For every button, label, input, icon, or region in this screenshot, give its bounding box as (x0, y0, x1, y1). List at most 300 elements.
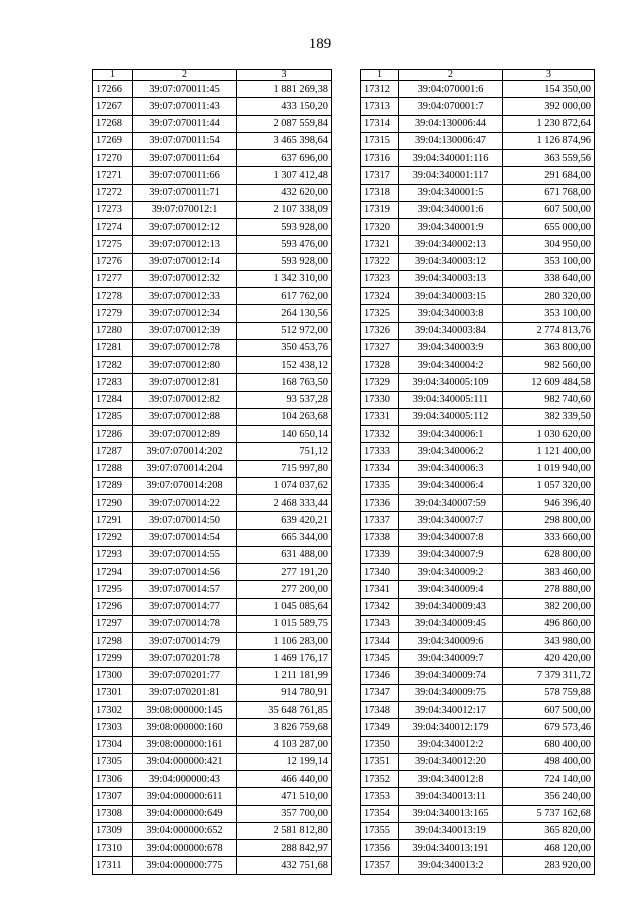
row-number-cell: 17281 (93, 339, 133, 356)
cadastral-number-cell: 39:08:000000:160 (133, 719, 237, 736)
cadastral-number-cell: 39:04:340013:19 (399, 822, 503, 839)
cadastral-number-cell: 39:04:340009:2 (399, 564, 503, 581)
row-number-cell: 17345 (361, 650, 399, 667)
value-cell: 382 339,50 (503, 408, 595, 425)
left-register-table (92, 69, 332, 875)
table-row (93, 357, 332, 374)
cadastral-number-cell: 39:07:070014:79 (133, 633, 237, 650)
row-number-cell: 17278 (93, 288, 133, 305)
table-row (361, 633, 595, 650)
table-row (361, 167, 595, 184)
table-row (93, 564, 332, 581)
cadastral-number-cell: 39:04:340006:4 (399, 477, 503, 494)
value-cell: 680 400,00 (503, 736, 595, 753)
cadastral-number-cell: 39:07:070014:22 (133, 495, 237, 512)
cadastral-number-cell: 39:07:070014:50 (133, 512, 237, 529)
value-cell: 631 488,00 (237, 546, 332, 563)
row-number-cell: 17306 (93, 771, 133, 788)
row-number-cell: 17347 (361, 684, 399, 701)
table-row (93, 857, 332, 874)
cadastral-number-cell: 39:04:340001:9 (399, 219, 503, 236)
row-number-cell: 17268 (93, 115, 133, 132)
value-cell: 278 880,00 (503, 581, 595, 598)
row-number-cell: 17296 (93, 598, 133, 615)
value-cell: 607 500,00 (503, 201, 595, 218)
row-number-cell: 17324 (361, 288, 399, 305)
value-cell: 353 100,00 (503, 253, 595, 270)
value-cell: 1 307 412,48 (237, 167, 332, 184)
row-number-cell: 17276 (93, 253, 133, 270)
table-row (361, 443, 595, 460)
table-row (93, 529, 332, 546)
cadastral-number-cell: 39:07:070014:208 (133, 477, 237, 494)
cadastral-number-cell: 39:04:340012:17 (399, 702, 503, 719)
value-cell: 2 774 813,76 (503, 322, 595, 339)
row-number-cell: 17274 (93, 219, 133, 236)
row-number-cell: 17322 (361, 253, 399, 270)
row-number-cell: 17272 (93, 184, 133, 201)
value-cell: 593 476,00 (237, 236, 332, 253)
cadastral-number-cell: 39:07:070012:14 (133, 253, 237, 270)
table-row (361, 339, 595, 356)
cadastral-number-cell: 39:04:340005:111 (399, 391, 503, 408)
table-row (361, 788, 595, 805)
value-cell: 264 130,56 (237, 305, 332, 322)
value-cell: 2 468 333,44 (237, 495, 332, 512)
row-number-cell: 17283 (93, 374, 133, 391)
value-cell: 5 737 162,68 (503, 805, 595, 822)
table-row (93, 288, 332, 305)
value-cell: 593 928,00 (237, 219, 332, 236)
row-number-cell: 17309 (93, 822, 133, 839)
cadastral-number-cell: 39:04:340012:2 (399, 736, 503, 753)
cadastral-number-cell: 39:07:070014:78 (133, 615, 237, 632)
value-cell: 291 684,00 (503, 167, 595, 184)
value-cell: 140 650,14 (237, 426, 332, 443)
table-row (361, 201, 595, 218)
table-row (361, 615, 595, 632)
row-number-cell: 17329 (361, 374, 399, 391)
column-header: 3 (237, 70, 332, 81)
cadastral-number-cell: 39:07:070011:71 (133, 184, 237, 201)
table-row (93, 443, 332, 460)
cadastral-number-cell: 39:07:070012:88 (133, 408, 237, 425)
table-row (361, 650, 595, 667)
table-row (93, 374, 332, 391)
row-number-cell: 17352 (361, 771, 399, 788)
table-row (93, 840, 332, 857)
value-cell: 671 768,00 (503, 184, 595, 201)
table-row (93, 805, 332, 822)
row-number-cell: 17348 (361, 702, 399, 719)
row-number-cell: 17342 (361, 598, 399, 615)
cadastral-number-cell: 39:07:070014:55 (133, 546, 237, 563)
table-row (361, 684, 595, 701)
table-row (361, 495, 595, 512)
row-number-cell: 17319 (361, 201, 399, 218)
cadastral-number-cell: 39:04:340003:12 (399, 253, 503, 270)
table-row (361, 822, 595, 839)
row-number-cell: 17280 (93, 322, 133, 339)
table-row (361, 702, 595, 719)
value-cell: 12 609 484,58 (503, 374, 595, 391)
table-row (361, 546, 595, 563)
value-cell: 1 030 620,00 (503, 426, 595, 443)
cadastral-number-cell: 39:04:000000:775 (133, 857, 237, 874)
row-number-cell: 17312 (361, 81, 399, 98)
cadastral-number-cell: 39:04:340009:7 (399, 650, 503, 667)
value-cell: 3 826 759,68 (237, 719, 332, 736)
table-row (93, 788, 332, 805)
value-cell: 12 199,14 (237, 753, 332, 770)
row-number-cell: 17293 (93, 546, 133, 563)
value-cell: 751,12 (237, 443, 332, 460)
value-cell: 338 640,00 (503, 270, 595, 287)
cadastral-number-cell: 39:07:070012:80 (133, 357, 237, 374)
table-row (93, 391, 332, 408)
value-cell: 392 000,00 (503, 98, 595, 115)
table-row (361, 236, 595, 253)
column-header: 1 (361, 70, 399, 81)
table-row (93, 98, 332, 115)
value-cell: 578 759,88 (503, 684, 595, 701)
value-cell: 298 800,00 (503, 512, 595, 529)
row-number-cell: 17310 (93, 840, 133, 857)
row-number-cell: 17332 (361, 426, 399, 443)
value-cell: 639 420,21 (237, 512, 332, 529)
value-cell: 1 230 872,64 (503, 115, 595, 132)
value-cell: 333 660,00 (503, 529, 595, 546)
value-cell: 1 881 269,38 (237, 81, 332, 98)
value-cell: 1 126 874,96 (503, 132, 595, 149)
row-number-cell: 17302 (93, 702, 133, 719)
row-number-cell: 17303 (93, 719, 133, 736)
value-cell: 2 107 338,09 (237, 201, 332, 218)
table-header-row (93, 70, 332, 81)
row-number-cell: 17357 (361, 857, 399, 874)
value-cell: 93 537,28 (237, 391, 332, 408)
value-cell: 1 469 176,17 (237, 650, 332, 667)
row-number-cell: 17270 (93, 150, 133, 167)
right-register-table (360, 69, 595, 875)
cadastral-number-cell: 39:04:000000:421 (133, 753, 237, 770)
cadastral-number-cell: 39:04:340004:2 (399, 357, 503, 374)
table-row (361, 460, 595, 477)
cadastral-number-cell: 39:04:000000:611 (133, 788, 237, 805)
value-cell: 154 350,00 (503, 81, 595, 98)
row-number-cell: 17317 (361, 167, 399, 184)
row-number-cell: 17271 (93, 167, 133, 184)
row-number-cell: 17290 (93, 495, 133, 512)
row-number-cell: 17346 (361, 667, 399, 684)
table-row (93, 426, 332, 443)
row-number-cell: 17297 (93, 615, 133, 632)
row-number-cell: 17318 (361, 184, 399, 201)
row-number-cell: 17337 (361, 512, 399, 529)
table-row (361, 408, 595, 425)
row-number-cell: 17320 (361, 219, 399, 236)
row-number-cell: 17354 (361, 805, 399, 822)
cadastral-number-cell: 39:04:340007:59 (399, 495, 503, 512)
value-cell: 2 087 559,84 (237, 115, 332, 132)
table-row (361, 598, 595, 615)
cadastral-number-cell: 39:08:000000:145 (133, 702, 237, 719)
row-number-cell: 17316 (361, 150, 399, 167)
cadastral-number-cell: 39:04:130006:44 (399, 115, 503, 132)
value-cell: 363 559,56 (503, 150, 595, 167)
table-row (93, 201, 332, 218)
cadastral-number-cell: 39:07:070012:12 (133, 219, 237, 236)
row-number-cell: 17301 (93, 684, 133, 701)
table-row (93, 322, 332, 339)
row-number-cell: 17340 (361, 564, 399, 581)
row-number-cell: 17284 (93, 391, 133, 408)
table-row (361, 805, 595, 822)
cadastral-number-cell: 39:04:340005:109 (399, 374, 503, 391)
row-number-cell: 17325 (361, 305, 399, 322)
table-row (361, 391, 595, 408)
table-row (361, 219, 595, 236)
cadastral-number-cell: 39:04:340012:179 (399, 719, 503, 736)
column-header: 2 (133, 70, 237, 81)
row-number-cell: 17289 (93, 477, 133, 494)
cadastral-number-cell: 39:04:000000:43 (133, 771, 237, 788)
value-cell: 665 344,00 (237, 529, 332, 546)
row-number-cell: 17343 (361, 615, 399, 632)
cadastral-number-cell: 39:04:340006:1 (399, 426, 503, 443)
cadastral-number-cell: 39:04:070001:7 (399, 98, 503, 115)
table-row (361, 857, 595, 874)
row-number-cell: 17349 (361, 719, 399, 736)
cadastral-number-cell: 39:07:070011:54 (133, 132, 237, 149)
table-row (361, 753, 595, 770)
cadastral-number-cell: 39:04:340005:112 (399, 408, 503, 425)
cadastral-number-cell: 39:04:070001:6 (399, 81, 503, 98)
value-cell: 1 057 320,00 (503, 477, 595, 494)
value-cell: 382 200,00 (503, 598, 595, 615)
row-number-cell: 17266 (93, 81, 133, 98)
table-row (361, 81, 595, 98)
row-number-cell: 17300 (93, 667, 133, 684)
cadastral-number-cell: 39:07:070201:77 (133, 667, 237, 684)
value-cell: 350 453,76 (237, 339, 332, 356)
row-number-cell: 17315 (361, 132, 399, 149)
table-row (93, 270, 332, 287)
value-cell: 104 263,68 (237, 408, 332, 425)
cadastral-number-cell: 39:04:340006:3 (399, 460, 503, 477)
cadastral-number-cell: 39:04:340009:74 (399, 667, 503, 684)
table-row (93, 184, 332, 201)
row-number-cell: 17353 (361, 788, 399, 805)
cadastral-number-cell: 39:04:340003:9 (399, 339, 503, 356)
cadastral-number-cell: 39:04:130006:47 (399, 132, 503, 149)
cadastral-number-cell: 39:04:340009:75 (399, 684, 503, 701)
table-row (93, 581, 332, 598)
table-row (93, 753, 332, 770)
cadastral-number-cell: 39:04:340013:11 (399, 788, 503, 805)
row-number-cell: 17282 (93, 357, 133, 374)
table-row (93, 736, 332, 753)
value-cell: 2 581 812,80 (237, 822, 332, 839)
value-cell: 1 342 310,00 (237, 270, 332, 287)
value-cell: 1 106 283,00 (237, 633, 332, 650)
value-cell: 1 019 940,00 (503, 460, 595, 477)
row-number-cell: 17336 (361, 495, 399, 512)
cadastral-number-cell: 39:08:000000:161 (133, 736, 237, 753)
cadastral-number-cell: 39:07:070012:39 (133, 322, 237, 339)
cadastral-number-cell: 39:07:070201:81 (133, 684, 237, 701)
cadastral-number-cell: 39:07:070012:78 (133, 339, 237, 356)
table-row (361, 719, 595, 736)
row-number-cell: 17275 (93, 236, 133, 253)
value-cell: 152 438,12 (237, 357, 332, 374)
cadastral-number-cell: 39:07:070012:33 (133, 288, 237, 305)
table-row (361, 270, 595, 287)
cadastral-number-cell: 39:04:340009:45 (399, 615, 503, 632)
cadastral-number-cell: 39:04:340001:5 (399, 184, 503, 201)
row-number-cell: 17338 (361, 529, 399, 546)
cadastral-number-cell: 39:04:340012:8 (399, 771, 503, 788)
cadastral-number-cell: 39:04:340009:4 (399, 581, 503, 598)
row-number-cell: 17308 (93, 805, 133, 822)
table-row (361, 98, 595, 115)
table-row (93, 460, 332, 477)
row-number-cell: 17330 (361, 391, 399, 408)
value-cell: 283 920,00 (503, 857, 595, 874)
cadastral-number-cell: 39:04:340009:43 (399, 598, 503, 615)
table-row (93, 495, 332, 512)
table-row (93, 236, 332, 253)
cadastral-number-cell: 39:04:340012:20 (399, 753, 503, 770)
row-number-cell: 17294 (93, 564, 133, 581)
row-number-cell: 17285 (93, 408, 133, 425)
page-number: 189 (308, 36, 332, 52)
value-cell: 471 510,00 (237, 788, 332, 805)
cadastral-number-cell: 39:07:070014:204 (133, 460, 237, 477)
cadastral-number-cell: 39:04:340003:13 (399, 270, 503, 287)
value-cell: 607 500,00 (503, 702, 595, 719)
value-cell: 343 980,00 (503, 633, 595, 650)
table-row (361, 581, 595, 598)
value-cell: 1 015 589,75 (237, 615, 332, 632)
cadastral-number-cell: 39:04:340003:84 (399, 322, 503, 339)
table-row (361, 115, 595, 132)
row-number-cell: 17288 (93, 460, 133, 477)
table-row (361, 840, 595, 857)
cadastral-number-cell: 39:04:340001:116 (399, 150, 503, 167)
cadastral-number-cell: 39:04:340006:2 (399, 443, 503, 460)
table-row (361, 736, 595, 753)
row-number-cell: 17321 (361, 236, 399, 253)
table-row (93, 512, 332, 529)
cadastral-number-cell: 39:07:070014:54 (133, 529, 237, 546)
value-cell: 277 200,00 (237, 581, 332, 598)
table-row (93, 633, 332, 650)
row-number-cell: 17307 (93, 788, 133, 805)
row-number-cell: 17334 (361, 460, 399, 477)
cadastral-number-cell: 39:04:340001:117 (399, 167, 503, 184)
row-number-cell: 17351 (361, 753, 399, 770)
row-number-cell: 17311 (93, 857, 133, 874)
table-row (93, 219, 332, 236)
value-cell: 432 751,68 (237, 857, 332, 874)
row-number-cell: 17313 (361, 98, 399, 115)
table-row (93, 167, 332, 184)
row-number-cell: 17287 (93, 443, 133, 460)
row-number-cell: 17304 (93, 736, 133, 753)
value-cell: 1 074 037,62 (237, 477, 332, 494)
row-number-cell: 17344 (361, 633, 399, 650)
cadastral-number-cell: 39:04:340002:13 (399, 236, 503, 253)
value-cell: 512 972,00 (237, 322, 332, 339)
cadastral-number-cell: 39:07:070012:89 (133, 426, 237, 443)
table-row (93, 132, 332, 149)
cadastral-number-cell: 39:04:340007:9 (399, 546, 503, 563)
table-row (93, 684, 332, 701)
row-number-cell: 17277 (93, 270, 133, 287)
table-row (361, 477, 595, 494)
value-cell: 982 740,60 (503, 391, 595, 408)
cadastral-number-cell: 39:04:340007:8 (399, 529, 503, 546)
row-number-cell: 17355 (361, 822, 399, 839)
value-cell: 357 700,00 (237, 805, 332, 822)
row-number-cell: 17267 (93, 98, 133, 115)
cadastral-number-cell: 39:04:000000:678 (133, 840, 237, 857)
value-cell: 1 045 085,64 (237, 598, 332, 615)
value-cell: 946 396,40 (503, 495, 595, 512)
row-number-cell: 17335 (361, 477, 399, 494)
value-cell: 433 150,20 (237, 98, 332, 115)
table-row (361, 667, 595, 684)
table-row (93, 598, 332, 615)
row-number-cell: 17291 (93, 512, 133, 529)
value-cell: 466 440,00 (237, 771, 332, 788)
row-number-cell: 17299 (93, 650, 133, 667)
row-number-cell: 17326 (361, 322, 399, 339)
value-cell: 365 820,00 (503, 822, 595, 839)
value-cell: 715 997,80 (237, 460, 332, 477)
table-row (361, 253, 595, 270)
cadastral-number-cell: 39:07:070011:44 (133, 115, 237, 132)
table-row (361, 564, 595, 581)
row-number-cell: 17333 (361, 443, 399, 460)
cadastral-number-cell: 39:07:070011:66 (133, 167, 237, 184)
cadastral-number-cell: 39:07:070012:34 (133, 305, 237, 322)
row-number-cell: 17350 (361, 736, 399, 753)
value-cell: 1 121 400,00 (503, 443, 595, 460)
row-number-cell: 17331 (361, 408, 399, 425)
cadastral-number-cell: 39:04:340003:8 (399, 305, 503, 322)
value-cell: 468 120,00 (503, 840, 595, 857)
column-header: 2 (399, 70, 503, 81)
table-row (93, 150, 332, 167)
table-row (361, 150, 595, 167)
value-cell: 637 696,00 (237, 150, 332, 167)
value-cell: 4 103 287,00 (237, 736, 332, 753)
cadastral-number-cell: 39:07:070011:43 (133, 98, 237, 115)
value-cell: 304 950,00 (503, 236, 595, 253)
value-cell: 280 320,00 (503, 288, 595, 305)
cadastral-number-cell: 39:04:340007:7 (399, 512, 503, 529)
table-row (93, 667, 332, 684)
table-row (93, 339, 332, 356)
value-cell: 168 763,50 (237, 374, 332, 391)
table-row (93, 719, 332, 736)
row-number-cell: 17314 (361, 115, 399, 132)
cadastral-number-cell: 39:04:340013:191 (399, 840, 503, 857)
table-row (361, 322, 595, 339)
table-row (93, 702, 332, 719)
